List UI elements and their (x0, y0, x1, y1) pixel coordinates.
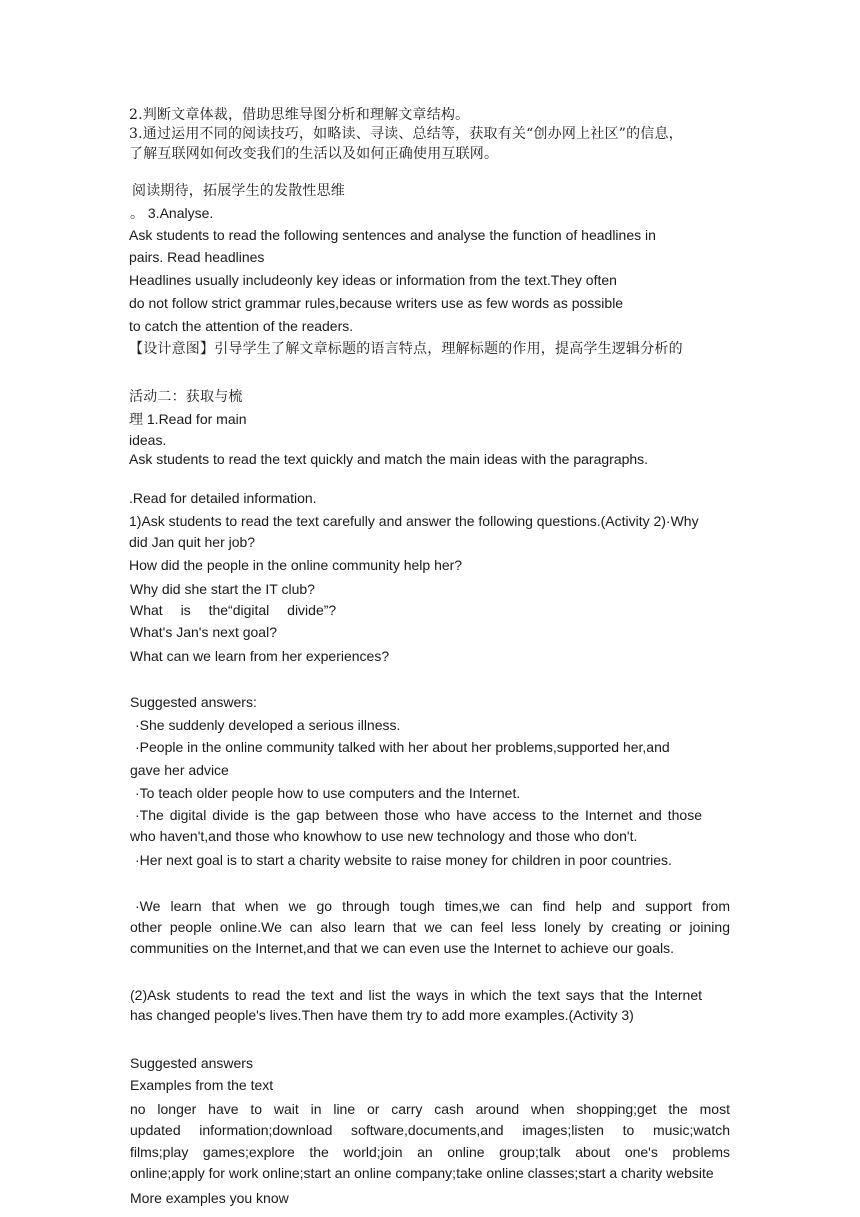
answer-1: ·She suddenly developed a serious illness. (135, 717, 401, 733)
example-line-a: no longer have to wait in line or carry cash around when shopping;get the most (130, 1101, 730, 1117)
objective-line-2: 2.判断文章体裁，借助思维导图分析和理解文章结构。 (129, 107, 470, 123)
detail-heading: .Read for detailed information. (129, 490, 317, 506)
internet-task-b: has changed people's lives.Then have them try to add more examples.(Activity 3) (130, 1007, 634, 1023)
examples-subheading: Examples from the text (130, 1077, 274, 1093)
objective-line-3a: 3.通过运用不同的阅读技巧，如略读、寻读、总结等，获取有关“创办网上社区”的信息， (129, 126, 683, 142)
more-examples: More examples you know (130, 1190, 289, 1206)
answer-6b: other people online.We can also learn that we can feel less lonely by creating or joining (130, 919, 730, 935)
analyse-step: 。 3.Analyse. (130, 205, 214, 221)
example-line-b: updated information;download software,documents,and images;listen to music;watch (130, 1122, 730, 1138)
analyse-task-a: Ask students to read the following sentences and analyse the function of headlines in (129, 227, 656, 243)
headline-note-c: to catch the attention of the readers. (129, 318, 354, 334)
answer-2a: ·People in the online community talked with her about her problems,supported her,and (135, 739, 670, 755)
answer-5: ·Her next goal is to start a charity website to raise money for children in poor countries. (135, 852, 672, 868)
answer-2b: gave her advice (130, 762, 229, 778)
question-3: Why did she start the IT club? (130, 581, 315, 597)
question-intro-a: 1)Ask students to read the text carefully and answer the following questions.(Activity 2)·Why (129, 513, 699, 529)
question-5: What's Jan's next goal? (130, 624, 277, 640)
example-line-c: films;play games;explore the world;join an online group;talk about one's problems (130, 1144, 730, 1160)
activity-two-heading-a: 活动二：获取与梳 (129, 389, 243, 405)
question-intro-b: did Jan quit her job? (129, 534, 256, 550)
answer-3: ·To teach older people how to use computers and the Internet. (135, 785, 521, 801)
question-6: What can we learn from her experiences? (130, 648, 390, 664)
main-ideas-task: Ask students to read the text quickly and match the main ideas with the paragraphs. (129, 451, 649, 467)
question-2: How did the people in the online community help her? (129, 557, 463, 573)
expectation-heading: 阅读期待，拓展学生的发散性思维 (132, 183, 345, 199)
activity-two-heading-b: 理 1.Read for main (129, 411, 247, 427)
answer-6c: communities on the Internet,and that we can even use the Internet to achieve our goals. (130, 940, 675, 956)
answer-4a: ·The digital divide is the gap between those who have access to the Internet and those (135, 807, 702, 823)
objective-line-3b: 了解互联网如何改变我们的生活以及如何正确使用互联网。 (129, 146, 499, 162)
headline-note-a: Headlines usually includeonly key ideas or information from the text.They often (129, 272, 617, 288)
answer-4b: who haven't,and those who knowhow to use new technology and those who don't. (130, 828, 638, 844)
analyse-task-b: pairs. Read headlines (129, 249, 265, 265)
question-4: What is the“digital divide”? (130, 602, 337, 618)
design-intent: 【设计意图】引导学生了解文章标题的语言特点，理解标题的作用，提高学生逻辑分析的 (129, 341, 683, 357)
answers-label: Suggested answers: (130, 694, 257, 710)
activity-two-heading-c: ideas. (129, 432, 167, 448)
example-line-d: online;apply for work online;start an online company;take online classes;start a charity website (130, 1165, 714, 1181)
internet-answers-label: Suggested answers (130, 1055, 253, 1071)
answer-6a: ·We learn that when we go through tough times,we can find help and support from (135, 898, 730, 914)
internet-task-a: (2)Ask students to read the text and list the ways in which the text says that the Internet (130, 987, 702, 1003)
headline-note-b: do not follow strict grammar rules,because writers use as few words as possible (129, 295, 624, 311)
